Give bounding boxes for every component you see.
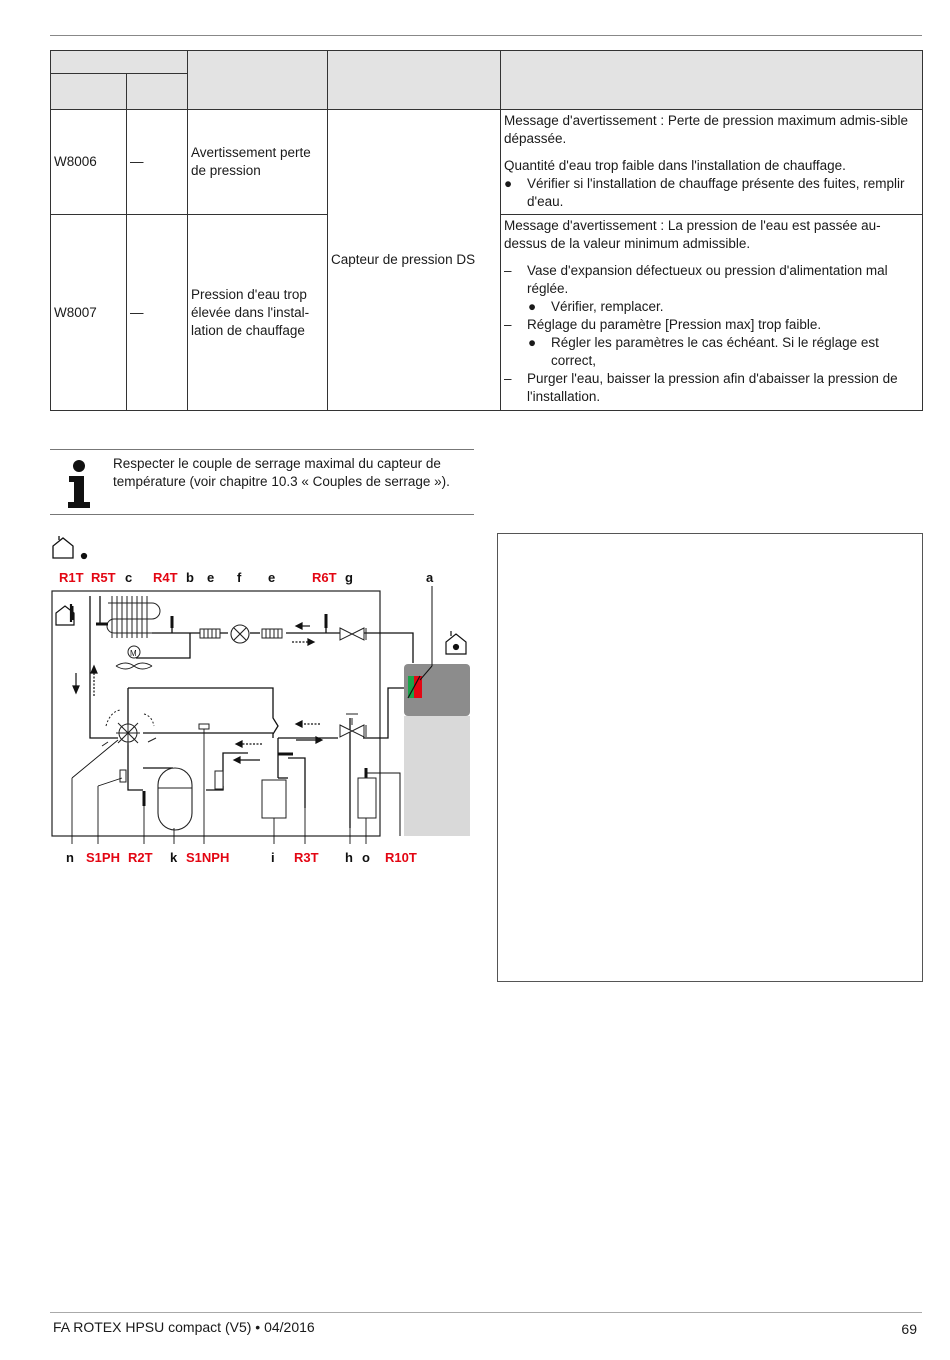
- list-item: [504, 316, 919, 334]
- flow-arrows: [73, 623, 322, 763]
- list-item: [504, 175, 919, 211]
- list-item-text: Réglage du paramètre [Pression max] trop faible.: [527, 317, 822, 332]
- label-r2t: R2T: [128, 850, 153, 865]
- refrigerant-circuit-diagram: [48, 528, 478, 873]
- page-number: 69: [901, 1321, 917, 1337]
- stop-valve-g: [340, 628, 366, 640]
- description-paragraph: Message d'avertissement : Perte de pression maximum admis-sible dépassée.: [504, 113, 908, 146]
- list-item: [504, 298, 919, 316]
- label-a: a: [426, 570, 434, 585]
- label-h: h: [345, 850, 353, 865]
- empty-frame: [497, 533, 923, 982]
- label-n: n: [66, 850, 74, 865]
- label-c: c: [125, 570, 133, 585]
- description-list: [504, 262, 919, 406]
- label-k: k: [170, 850, 178, 865]
- stop-valve-h: [340, 714, 366, 737]
- dash-marker: –: [504, 371, 512, 386]
- header-cell-name: [188, 51, 328, 110]
- label-s1ph: S1PH: [86, 850, 120, 865]
- bullet-marker: ●: [528, 299, 537, 314]
- label-r6t: R6T: [312, 570, 337, 585]
- room-house-icon: [446, 631, 466, 654]
- label-i: i: [271, 850, 275, 865]
- filter-e1: [200, 629, 220, 638]
- list-item: [504, 262, 919, 298]
- indoor-unit-tank: [404, 664, 470, 836]
- pressure-sensor-small: [215, 771, 223, 789]
- description-paragraph: Quantité d'eau trop faible dans l'installation de chauffage.: [504, 158, 846, 173]
- list-item-text: Vérifier si l'installation de chauffage présente des fuites, remplir d'eau.: [527, 176, 905, 209]
- top-rule: [50, 35, 922, 36]
- label-r4t: R4T: [153, 570, 178, 585]
- error-subcode: —: [127, 215, 188, 411]
- label-e: e: [207, 570, 215, 585]
- component-o: [358, 778, 376, 818]
- error-name: Pression d'eau trop élevée dans l'instal-lation de chauffage: [188, 215, 328, 411]
- list-item-text: Vase d'expansion défectueux ou pression d'alimentation mal réglée.: [527, 263, 888, 296]
- info-icon: [64, 460, 94, 508]
- description-paragraph: Message d'avertissement : La pression de l'eau est passée au-dessus de la valeur minimum admissible.: [504, 218, 881, 251]
- table-header-row: [51, 51, 923, 74]
- error-code: W8007: [51, 215, 127, 411]
- error-code: W8006: [51, 110, 127, 215]
- label-r1t: R1T: [59, 570, 84, 585]
- outdoor-house-icon: [53, 536, 87, 559]
- bullet-marker: ●: [528, 335, 537, 350]
- label-r5t: R5T: [91, 570, 116, 585]
- error-table: [50, 50, 923, 411]
- label-s1nph: S1NPH: [186, 850, 230, 865]
- compressor: [158, 768, 192, 830]
- list-item-text: Purger l'eau, baisser la pression afin d'abaisser la pression de l'installation.: [527, 371, 898, 404]
- header-cell-code: [51, 74, 127, 110]
- header-cell-subcode: [127, 74, 188, 110]
- info-note: [50, 449, 474, 515]
- description-list: [504, 175, 919, 211]
- outdoor-unit-frame: [52, 591, 380, 836]
- dash-marker: –: [504, 263, 512, 278]
- label-r3t: R3T: [294, 850, 319, 865]
- error-subcode: —: [127, 110, 188, 215]
- label-g: g: [345, 570, 353, 585]
- label-r10t: R10T: [385, 850, 417, 865]
- fan-motor-label: M: [130, 649, 137, 658]
- label-b: b: [186, 570, 194, 585]
- filter-e2: [262, 629, 282, 638]
- error-name: Avertissement perte de pression: [188, 110, 328, 215]
- label-f: f: [237, 570, 242, 585]
- heat-exchanger: [107, 596, 160, 638]
- note-text: Respecter le couple de serrage maximal du capteur de température (voir chapitre 10.3 « Couples de serrage »).: [113, 456, 450, 489]
- description-cell: [501, 110, 923, 215]
- bullet-marker: ●: [504, 176, 513, 191]
- pressure-switch-s1nph: [199, 724, 209, 729]
- footer-document: FA ROTEX HPSU compact (V5) • 04/2016: [53, 1319, 315, 1335]
- dash-marker: –: [504, 317, 512, 332]
- list-item-text: Régler les paramètres le cas échéant. Si le réglage est correct,: [551, 335, 879, 368]
- label-e: e: [268, 570, 276, 585]
- description-cell: [501, 215, 923, 411]
- footer-rule: [50, 1312, 922, 1313]
- label-o: o: [362, 850, 370, 865]
- list-item-text: Vérifier, remplacer.: [551, 299, 664, 314]
- accumulator: [262, 780, 286, 818]
- list-item: [504, 334, 919, 370]
- table-row: [51, 110, 923, 215]
- header-cell-code-group: [51, 51, 188, 74]
- header-cell-component: [328, 51, 501, 110]
- four-way-valve: [102, 710, 156, 746]
- expansion-valve: [231, 625, 249, 643]
- component-cell: Capteur de pression DS: [328, 110, 501, 411]
- header-cell-description: [501, 51, 923, 110]
- pressure-switch-s1ph: [120, 770, 126, 782]
- list-item: [504, 370, 919, 406]
